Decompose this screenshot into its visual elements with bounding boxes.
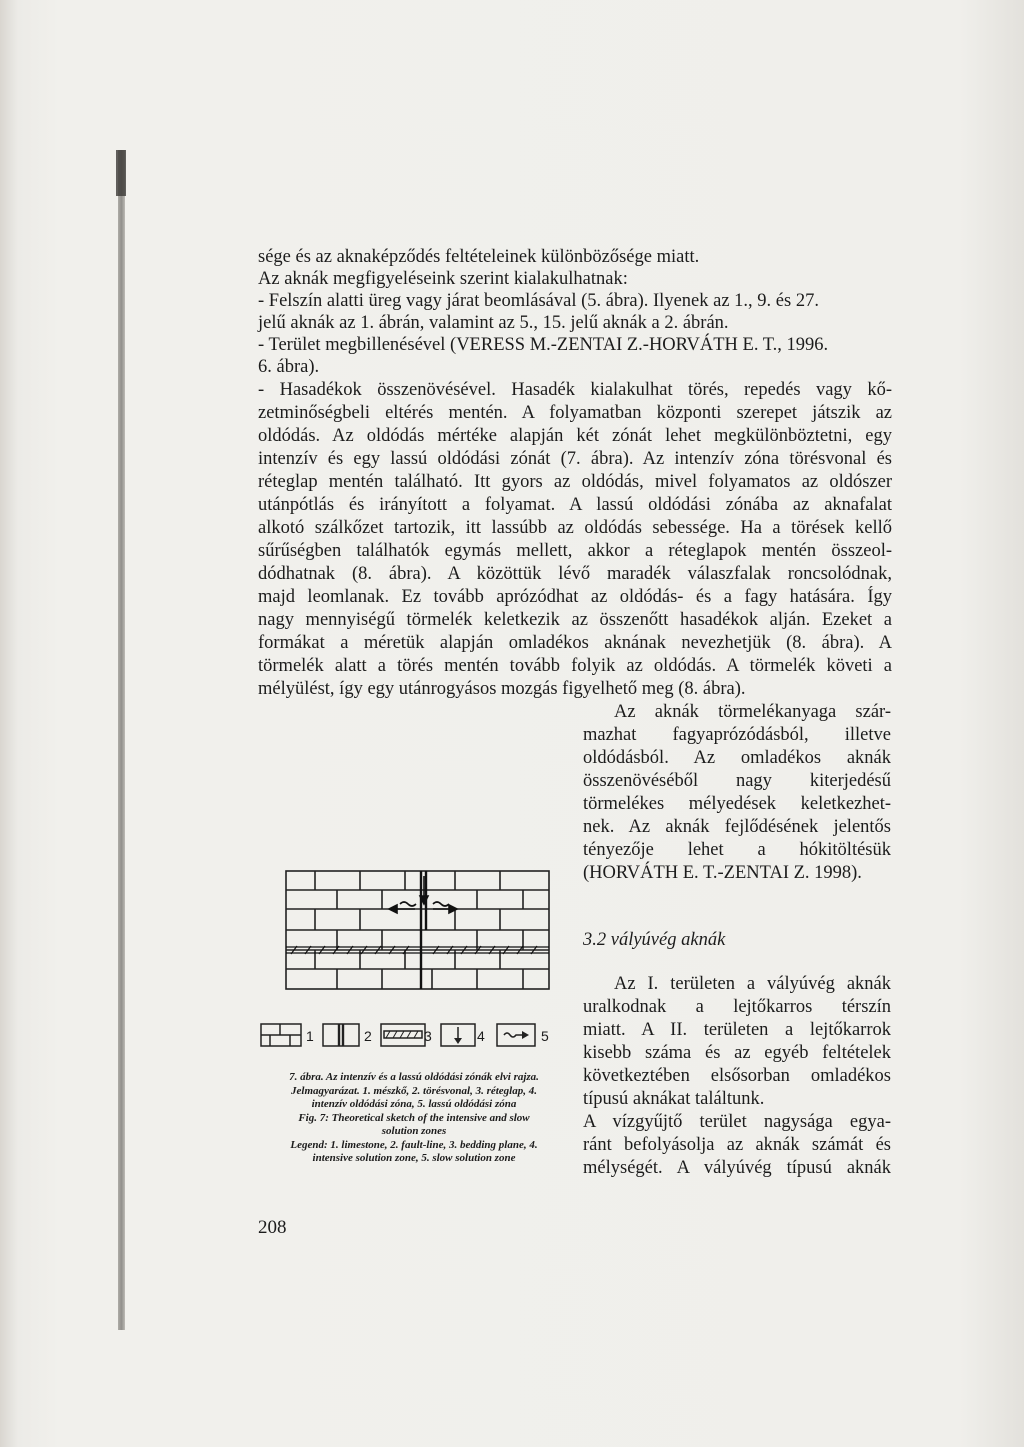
text-line: dódhatnak (8. ábra). A közöttük lévő maradék válaszfalak roncsolódnak, [258,564,892,584]
caption-line: Jelmagyarázat. 1. mészkő, 2. törésvonal, 3. réteglap, 4. [291,1084,537,1097]
column-text-line: törmelékes mélyedések keletkezhet- [583,794,891,814]
caption-line: Legend: 1. limestone, 2. fault-line, 3. bedding plane, 4. [290,1138,538,1151]
figure-legend [260,1022,560,1052]
column-text-line: típusú aknákat találtunk. [583,1089,765,1109]
text-line: - Terület megbillenésével (VERESS M.-ZENTAI Z.-HORVÁTH E. T., 1996. [258,335,829,355]
text-line: sége és az aknaképződés feltételeinek különbözősége miatt. [258,247,700,267]
column-text-line: Az aknák törmelékanyaga szár- [614,702,891,722]
text-line: Az aknák megfigyeléseink szerint kialakulhatnak: [258,269,628,289]
figure-caption [255,1071,573,1166]
column-text-line: uralkodnak a lejtőkarros térszín [583,997,891,1017]
text-line: intenzív és egy lassú oldódási zónát (7. ábra). Az intenzív zóna törésvonal és [258,449,892,469]
text-line: oldódás. Az oldódás mértéke alapján két zónát lehet megkülönböztetni, egy [258,426,892,446]
caption-line: intenzív oldódási zóna, 5. lassú oldódási zóna [311,1098,517,1110]
column-text-line: A vízgyűjtő terület nagysága egya- [583,1112,891,1132]
text-line: jelű aknák az 1. ábrán, valamint az 5., 15. jelű aknák a 2. ábrán. [258,313,729,333]
column-text-line: mélységét. A vályúvég típusú aknák [583,1158,891,1178]
text-line: nagy mennyiségű törmelék keletkezik az összenőtt hasadékok alján. Ezeket a [258,610,892,630]
legend-number: 3 [424,1028,432,1044]
column-text-line: összenövéséből nagy kiterjedésű [583,771,891,791]
column-text-line: tényezője lehet a hókitöltésük [583,840,891,860]
caption-line: Fig. 7: Theoretical sketch of the intensive and slow [298,1111,530,1124]
column-text-line: Az I. területen a vályúvég aknák [614,974,891,994]
column-text-line: kisebb száma és az egyéb feltételek [583,1043,891,1063]
text-line: 6. ábra). [258,357,320,377]
figure-7-diagram [285,870,550,990]
column-text-line: oldódásból. Az omladékos aknák [583,748,891,768]
legend-bedding-plane-icon [380,1022,428,1048]
caption-line: intensive solution zone, 5. slow solution zone [312,1152,516,1164]
text-line: formákat a méretük alapján omladékos aknának nevezhetjük (8. ábra). A [258,633,892,653]
column-text-line: (HORVÁTH E. T.-ZENTAI Z. 1998). [583,863,862,883]
text-line: alkotó szálkőzet tartozik, itt lassúbb az oldódás sebessége. Ha a törések kellő [258,518,892,538]
column-text-line: következtében elsősorban omladékos [583,1066,891,1086]
text-line: - Felszín alatti üreg vagy járat beomlásával (5. ábra). Ilyenek az 1., 9. és 27. [258,291,819,311]
legend-limestone-icon [260,1022,304,1048]
text-line: sűrűségben találhatók egymás mellett, akkor a réteglapok mentén összeol- [258,541,892,561]
caption-line: solution zones [381,1125,447,1137]
text-line: réteglap mentén található. Itt gyors az oldódás, mivel folyamatos az oldószer [258,472,892,492]
legend-fault-line-icon [322,1022,362,1048]
column-text-line: mazhat fagyaprózódásból, illetve [583,725,891,745]
column-text-line: miatt. A II. területen a lejtőkarrok [583,1020,891,1040]
column-text-line: nek. Az aknák fejlődésének jelentős [583,817,891,837]
text-line: majd leomlanak. Ez tovább aprózódhat az oldódás- és a fagy hatására. Így [258,587,892,607]
page-number: 208 [258,1217,287,1238]
text-line: törmelék alatt a törés mentén tovább folyik az oldódás. A törmelék követi a [258,656,892,676]
legend-number: 2 [364,1028,372,1044]
text-line: utánpótlás és irányított a folyamat. A lassú oldódási zónába az aknafalat [258,495,892,515]
binding-mark [116,150,126,196]
caption-line: 7. ábra. Az intenzív és a lassú oldódási zónák elvi rajza. [289,1071,539,1083]
text-line: - Hasadékok összenövésével. Hasadék kialakulhat törés, repedés vagy kő- [258,380,892,400]
legend-slow-zone-icon [496,1022,540,1048]
text-line: zetminőségbeli eltérés mentén. A folyamatban központi szerepet játszik az [258,403,892,423]
binding-shadow [118,150,125,1330]
section-heading: 3.2 vályúvég aknák [583,930,726,950]
legend-intensive-zone-icon [440,1022,480,1048]
text-line: mélyülést, így egy utánrogyásos mozgás figyelhető meg (8. ábra). [258,679,746,699]
legend-number: 5 [541,1028,549,1044]
legend-number: 1 [306,1028,314,1044]
column-text-line: ránt befolyásolja az aknák számát és [583,1135,891,1155]
legend-number: 4 [477,1028,485,1044]
solution-arrows [389,876,457,913]
